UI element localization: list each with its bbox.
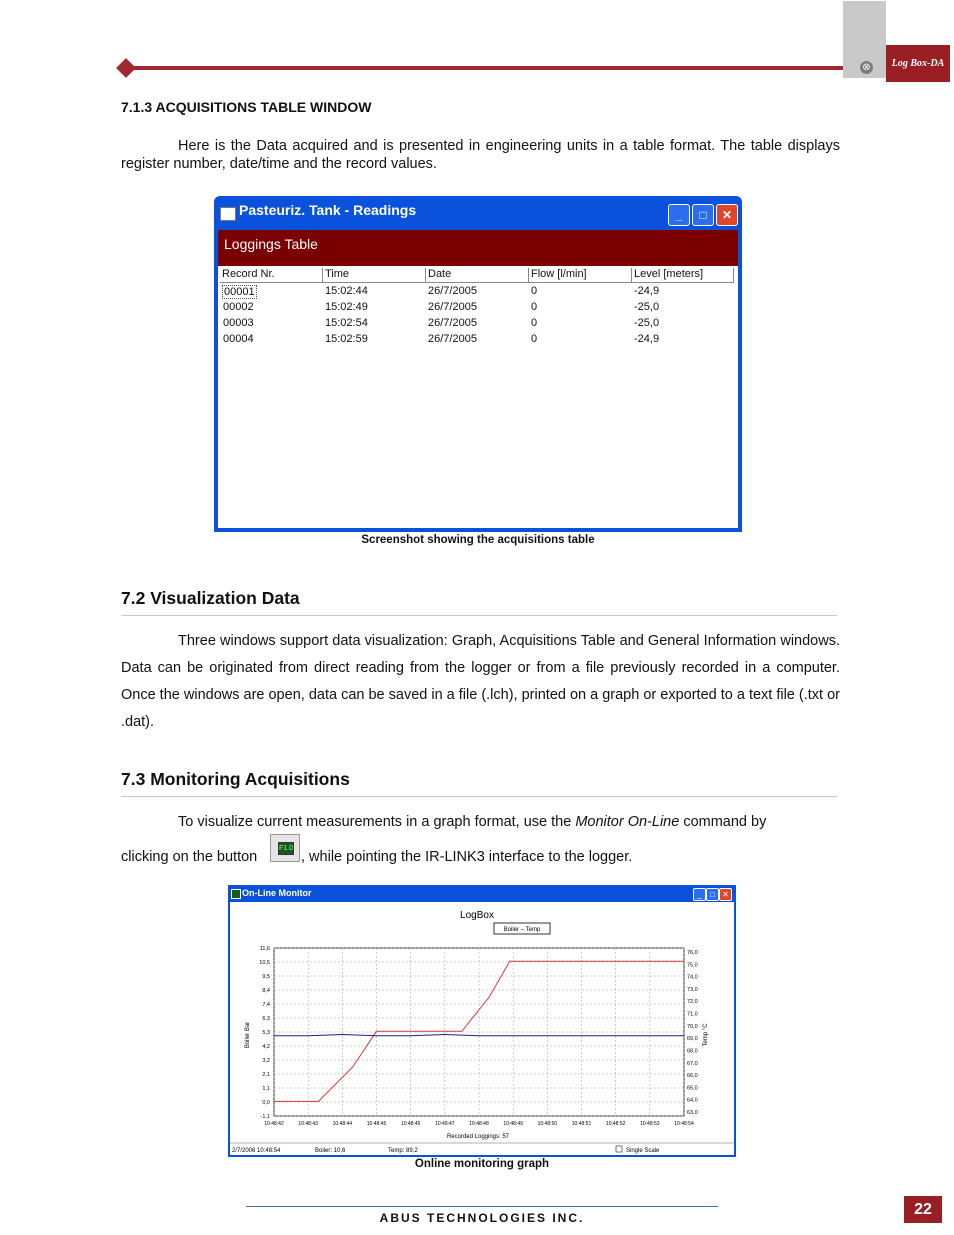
- x-tick-label: 10:48:54: [674, 1121, 694, 1127]
- cell-level: -25,0: [634, 317, 660, 329]
- text-run: To visualize current measurements in a graph format, use the: [178, 814, 576, 830]
- table-row[interactable]: [220, 285, 734, 301]
- x-axis-label: Recorded Loggings: 57: [446, 1134, 510, 1140]
- table-row[interactable]: [220, 301, 734, 317]
- status-date: 2/7/2006 10:48:54: [232, 1148, 281, 1154]
- right-tick-label: 63,0: [687, 1110, 698, 1116]
- cell-time: 15:02:44: [325, 285, 368, 297]
- section-73-heading: 7.3 Monitoring Acquisitions: [121, 769, 350, 789]
- caption-acquisitions: Screenshot showing the acquisitions table: [361, 534, 595, 546]
- right-tick-label: 75,0: [687, 962, 698, 969]
- cell-date: 26/7/2005: [428, 317, 477, 329]
- column-header[interactable]: Record Nr.: [220, 268, 323, 282]
- section-73-line2: [121, 849, 257, 865]
- section-72-paragraph: Three windows support data visualization: Graph, Acquisitions Table and General Information windows. Data can be originated from direct reading from the logger or from a file previously recorded in a computer. Once the windows are open, data can be saved in a file (.lch), printed on a graph or exported to a text file (.txt or .dat).: [121, 633, 840, 730]
- online-monitor-window: [228, 885, 736, 1157]
- loggings-band: Loggings Table: [218, 230, 738, 266]
- legend-text: Boiler – Temp: [503, 927, 541, 933]
- x-tick-label: 10:48:51: [571, 1121, 592, 1127]
- page-number: 22: [904, 1196, 942, 1223]
- readings-window: [214, 196, 742, 532]
- right-tick-label: 68,0: [687, 1048, 698, 1055]
- x-tick-label: 10:48:48: [469, 1121, 489, 1127]
- single-scale-label[interactable]: Single Scale: [626, 1148, 660, 1154]
- cell-date: 26/7/2005: [428, 301, 477, 313]
- section-72-rule: [121, 615, 837, 616]
- cell-time: 15:02:54: [325, 317, 368, 329]
- header-badge: Log Box-DA: [886, 45, 950, 82]
- table-header: [220, 268, 734, 283]
- right-tick-label: 72,0: [687, 999, 698, 1006]
- cell-record: 00003: [223, 317, 254, 329]
- left-tick-label: 0,0: [262, 1100, 270, 1106]
- x-tick-label: 10:48:50: [537, 1121, 558, 1127]
- cell-flow: 0: [531, 285, 538, 297]
- monitor-online-button[interactable]: [270, 834, 300, 862]
- cell-record: 00002: [223, 301, 254, 313]
- left-tick-label: 3,2: [262, 1058, 270, 1064]
- monitor-icon: F1.0: [278, 842, 294, 855]
- cell-flow: 0: [531, 317, 538, 329]
- minimize-button[interactable]: _: [693, 888, 706, 901]
- maximize-button[interactable]: □: [706, 888, 719, 901]
- left-tick-label: 10,5: [259, 960, 270, 966]
- left-tick-label: 2,1: [262, 1072, 270, 1078]
- left-tick-label: 11,6: [259, 946, 270, 952]
- footer-rule: [246, 1206, 718, 1207]
- header-rule: [126, 66, 856, 70]
- left-tick-label: -1,1: [260, 1114, 270, 1120]
- column-header[interactable]: Flow [l/min]: [529, 268, 632, 282]
- header-diamond: [116, 58, 136, 78]
- window-icon: [220, 207, 236, 221]
- maximize-button[interactable]: □: [692, 204, 714, 226]
- chart-title: LogBox: [460, 910, 494, 921]
- single-scale-checkbox[interactable]: [616, 1146, 622, 1152]
- column-header[interactable]: Date: [426, 268, 529, 282]
- left-axis-label: Boiler Bar: [245, 1021, 251, 1049]
- left-tick-label: 9,5: [262, 974, 270, 980]
- left-tick-label: 7,4: [262, 1002, 270, 1008]
- x-tick-label: 10:48:46: [400, 1121, 421, 1127]
- left-tick-label: 8,4: [262, 988, 270, 994]
- header-tab-icon: ⊗: [860, 61, 873, 74]
- left-tick-label: 6,3: [262, 1016, 270, 1022]
- close-button[interactable]: ✕: [716, 204, 738, 226]
- right-tick-label: 71,0: [687, 1011, 698, 1018]
- cell-date: 26/7/2005: [428, 285, 477, 297]
- chart-svg: [230, 902, 734, 1155]
- cell-flow: 0: [531, 301, 538, 313]
- x-tick-label: 10:48:43: [298, 1121, 318, 1127]
- monitor-online-command: Monitor On-Line: [575, 814, 680, 830]
- cell-level: -25,0: [634, 301, 660, 313]
- close-button[interactable]: ✕: [719, 888, 732, 901]
- right-tick-label: 66,0: [687, 1073, 698, 1080]
- right-tick-label: 64,0: [687, 1097, 698, 1104]
- cell-level: -24,9: [634, 285, 660, 297]
- cell-time: 15:02:49: [325, 301, 368, 313]
- right-tick-label: 74,0: [687, 974, 698, 981]
- cell-time: 15:02:59: [325, 333, 368, 345]
- right-tick-label: 67,0: [687, 1060, 698, 1067]
- left-tick-label: 5,3: [262, 1030, 270, 1036]
- minimize-button[interactable]: _: [668, 204, 690, 226]
- right-tick-label: 69,0: [687, 1036, 698, 1043]
- right-axis-label: Temp °C: [703, 1023, 709, 1047]
- chart-grid: [274, 948, 684, 1116]
- cell-record: 00004: [223, 333, 254, 345]
- section-73-line1: [121, 814, 840, 830]
- right-tick-label: 65,0: [687, 1085, 698, 1092]
- right-tick-label: 73,0: [687, 986, 698, 993]
- window-title: Pasteuriz. Tank - Readings: [239, 202, 417, 218]
- text-run: command by: [679, 814, 767, 830]
- left-tick-label: 4,2: [262, 1044, 270, 1050]
- section-713-heading: 7.1.3 ACQUISITIONS TABLE WINDOW: [121, 99, 372, 115]
- x-tick-label: 10:48:52: [605, 1121, 626, 1127]
- monitor-window-icon: [231, 889, 241, 899]
- cell-record: 00001: [224, 286, 255, 298]
- x-tick-label: 10:48:44: [332, 1121, 353, 1127]
- column-header[interactable]: Time: [323, 268, 426, 282]
- x-tick-label: 10:48:49: [503, 1121, 523, 1127]
- column-header[interactable]: Level [meters]: [632, 268, 734, 282]
- monitor-body: [230, 902, 734, 1155]
- x-tick-label: 10:48:45: [366, 1121, 387, 1127]
- caption-online-graph: Online monitoring graph: [414, 1158, 550, 1170]
- section-73-rule: [121, 796, 837, 797]
- cell-date: 26/7/2005: [428, 333, 477, 345]
- window-title: On-Line Monitor: [242, 888, 312, 898]
- right-tick-label: 70,0: [687, 1023, 698, 1030]
- cell-level: -24,9: [634, 333, 660, 345]
- status-temp: Temp: 89,2: [388, 1148, 418, 1154]
- footer-company: ABUS TECHNOLOGIES INC.: [379, 1211, 585, 1225]
- table-row[interactable]: [220, 317, 734, 333]
- x-tick-label: 10:48:42: [264, 1121, 284, 1127]
- table-row[interactable]: [220, 333, 734, 349]
- text-run: clicking on the button: [121, 849, 258, 865]
- cell-flow: 0: [531, 333, 538, 345]
- right-tick-label: 76,0: [687, 950, 698, 956]
- x-tick-label: 10:48:53: [640, 1121, 660, 1127]
- left-tick-label: 1,1: [262, 1086, 270, 1092]
- section-72-heading: 7.2 Visualization Data: [121, 588, 300, 608]
- window-body: [218, 230, 738, 528]
- section-713-paragraph: Here is the Data acquired and is presented in engineering units in a table format. The table displays register number, date/time and the record values.: [121, 138, 840, 172]
- status-boiler: Boiler: 10,6: [315, 1148, 346, 1154]
- x-tick-label: 10:48:47: [435, 1121, 455, 1127]
- section-73-line2-end: , while pointing the IR-LINK3 interface to the logger.: [301, 849, 633, 865]
